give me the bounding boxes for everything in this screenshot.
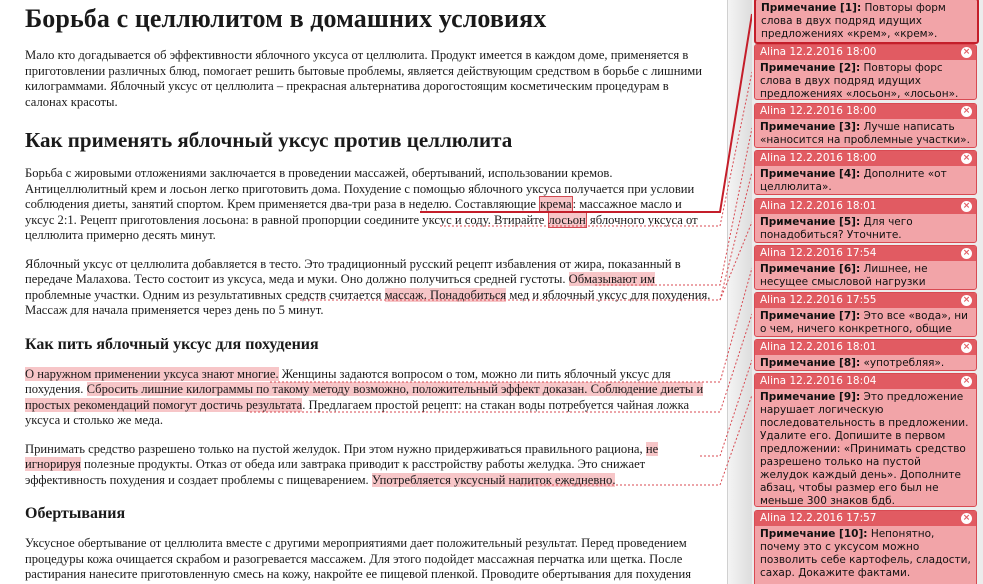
comment-balloon-3[interactable] (754, 103, 977, 148)
comment-author: Alina 12.2.2016 17:54 (760, 247, 877, 259)
comment-label: Примечание [1]: (761, 2, 862, 14)
close-icon[interactable]: × (962, 153, 971, 163)
comment-text: Непонятно, почему это с уксусом можно позволить себе картофель, сладости, сахар. Докажите фактами. (760, 528, 971, 579)
text-run: : массажное масло и уксус 2:1. Рецепт приготовления лосьона: в равной пропорции соедините уксус и соду. Втирайте (25, 197, 682, 227)
comment-text: Это все «вода», ни о чем, ничего конкретного, общие (760, 310, 968, 335)
section-heading-apply[interactable]: Как применять яблочный уксус против целлюлита (25, 128, 513, 152)
comment-balloon-8[interactable] (754, 339, 977, 371)
comment-header (755, 151, 976, 166)
comment-author: Alina 12.2.2016 18:01 (760, 341, 877, 353)
comment-body[interactable] (755, 214, 976, 243)
comment-text: «употребляя». (863, 357, 945, 369)
paragraph-apply-1[interactable] (25, 166, 713, 244)
comment-header (755, 104, 976, 119)
text-run: Принимать средство разрешено только на пустой желудок. При этом нужно придерживаться правильного рациона, (25, 441, 646, 456)
comment-text: Повторы форм слова в двух подряд идущих предложениях «крем», «крем». (761, 2, 946, 40)
document-title: Борьба с целлюлитом в домашних условиях (25, 4, 547, 33)
comment-label: Примечание [8]: (760, 357, 861, 369)
text-run: проблемные участки. Одним из результативных средств считается (25, 287, 385, 302)
comment-label: Примечание [9]: (760, 391, 861, 403)
comment-balloon-5[interactable] (754, 198, 977, 243)
close-icon[interactable]: × (962, 513, 971, 523)
comment-text: Дополните «от целлюлита». (760, 168, 947, 193)
comment-header (755, 511, 976, 526)
comment-body[interactable] (755, 355, 976, 371)
intro-paragraph[interactable]: Мало кто догадывается об эффективности яблочного уксуса от целлюлита. Продукт имеется в каждом доме, применяется в приготовлении различных блюд, помогает решить бытовые проблемы, является действующим средством в борьбе с лишними килограммами. Яблочный уксус от целлюлита – прекрасная альтернатива дорогостоящим косметическим процедурам в салонах красоты. (25, 48, 702, 109)
comment-highlight-1[interactable]: крема (540, 197, 572, 211)
comment-header (755, 45, 976, 60)
close-icon[interactable]: × (962, 201, 971, 211)
comment-body[interactable] (755, 261, 976, 290)
close-icon[interactable]: × (962, 248, 971, 258)
paragraph-drink-1[interactable] (25, 367, 713, 429)
comment-text: Для чего понадобиться? Уточните. (760, 216, 913, 241)
comment-label: Примечание [10]: (760, 528, 868, 540)
text-run: Борьба с жировыми отложениями заключается в проведении массажей, обертываний, использовании кремов. Антицеллюлитный крем и лосьон легко приготовить дома. Похудение с помощью яблочного уксуса получается при условии соблюдения диеты, занятий спортом. Крем применяется два-три раза в неделю. Составляющие (25, 166, 695, 211)
comment-highlight-9[interactable]: Употребляется уксусный напиток ежедневно. (371, 472, 616, 487)
comment-header (755, 340, 976, 355)
comment-label: Примечание [6]: (760, 263, 861, 275)
comment-header (755, 374, 976, 389)
comment-body[interactable] (755, 166, 976, 195)
comment-balloon-2[interactable] (754, 44, 977, 100)
comments-pane (752, 0, 983, 584)
comment-body[interactable] (755, 389, 976, 507)
comment-balloon-1[interactable] (754, 0, 979, 44)
text-run: . Предлагаем простой рецепт: на стакан воды потребуется чайная ложка уксуса и столько же меда. (25, 397, 690, 427)
close-icon[interactable]: × (962, 342, 971, 352)
comment-author: Alina 12.2.2016 18:00 (760, 46, 877, 58)
comment-balloon-9[interactable] (754, 373, 977, 507)
section-heading-drink[interactable]: Как пить яблочный уксус для похудения (25, 335, 319, 353)
comment-text: Лучше написать «наносится на проблемные участки». (760, 121, 970, 146)
comment-label: Примечание [2]: (760, 62, 861, 74)
comment-author: Alina 12.2.2016 18:01 (760, 200, 877, 212)
comment-highlight-2[interactable]: лосьон (548, 212, 586, 227)
close-icon[interactable]: × (962, 47, 971, 57)
comment-text: Повторы форс слова в двух подряд идущих предложениях «лосьон», «лосьон». (760, 62, 959, 100)
comment-body[interactable] (755, 308, 976, 337)
comment-author: Alina 12.2.2016 17:57 (760, 512, 877, 524)
comment-header (755, 199, 976, 214)
comment-header (755, 246, 976, 261)
close-icon[interactable]: × (962, 106, 971, 116)
comment-label: Примечание [5]: (760, 216, 861, 228)
comment-gutter (727, 0, 753, 584)
comment-balloon-10[interactable] (754, 510, 977, 584)
close-icon[interactable]: × (962, 295, 971, 305)
comment-highlight-8[interactable]: не игнорируя (25, 441, 659, 471)
comment-body[interactable] (756, 0, 977, 44)
section-heading-wraps[interactable]: Обертывания (25, 505, 126, 522)
comment-author: Alina 12.2.2016 18:00 (760, 105, 877, 117)
text-run: яблочного уксуса от целлюлита примерно десять минут. (25, 212, 698, 242)
paragraph-drink-2[interactable] (25, 442, 713, 489)
close-icon[interactable]: × (962, 376, 971, 386)
comment-body[interactable] (755, 526, 976, 583)
comment-balloon-7[interactable] (754, 292, 977, 337)
comment-author: Alina 12.2.2016 17:55 (760, 294, 877, 306)
comment-highlight-3[interactable]: Обмазывают им (568, 272, 655, 286)
text-run: полезные продукты. Отказ от обеда или завтрака приводит к расстройству работы желудка. Это снижает эффективность похудения и создает проблемы с пищеварением. (25, 457, 646, 487)
paragraph-wraps-1[interactable]: Уксусное обертывание от целлюлита вместе с другими мероприятиями дает положительный результат. Перед проведением процедуры кожа очищается скрабом и разогревается массажем. Для этого подойдет массажная перчатка или щетка. После растирания нанесите приготовленную смесь на кожу, накройте ее пищевой пленкой. Проводите обертывания для похудения (25, 536, 692, 581)
comment-balloon-4[interactable] (754, 150, 977, 195)
comment-label: Примечание [3]: (760, 121, 861, 133)
comment-highlight-6[interactable]: О наружном применении уксуса знают многие. (25, 366, 279, 381)
comment-author: Alina 12.2.2016 18:00 (760, 152, 877, 164)
comment-highlight-7[interactable]: Сбросить лишние килограммы по такому методу возможно, положительный эффект доказан. Соблюдение диеты и простых рекомендаций помогут достичь результата (25, 382, 704, 412)
comment-highlight-4-5[interactable]: массаж. Понадобиться (384, 287, 507, 302)
comment-text: Это предложение нарушает логическую последовательность в предложении. Удалите его. Допишите в первом предложении: «Принимать средство разрешено только на пустой желудок каждый день». Дополните абзац, чтобы размер его был не меньше 300 знаков бдб. (760, 391, 969, 507)
comment-body[interactable] (755, 60, 976, 100)
comment-header (755, 293, 976, 308)
text-run: Женщины задаются вопросом о том, можно ли пить яблочный уксус для похудения. (25, 366, 671, 396)
comment-balloon-6[interactable] (754, 245, 977, 290)
comment-body[interactable] (755, 119, 976, 148)
comment-text: Лишнее, не несущее смысловой нагрузки (760, 263, 928, 288)
paragraph-apply-2[interactable] (25, 257, 713, 319)
text-run: мед и яблочный уксус для похудения. Массаж для начала применяется через день по 5 минут. (25, 287, 711, 317)
comment-label: Примечание [7]: (760, 310, 861, 322)
comment-label: Примечание [4]: (760, 168, 861, 180)
text-run: Яблочный уксус от целлюлита добавляется в тесто. Это традиционный русский рецепт избавления от жира, показанный в передаче Малахова. Тесто состоит из уксуса, меда и муки. Оно должно получиться средней густоты. (25, 256, 681, 286)
comment-author: Alina 12.2.2016 18:04 (760, 375, 877, 387)
